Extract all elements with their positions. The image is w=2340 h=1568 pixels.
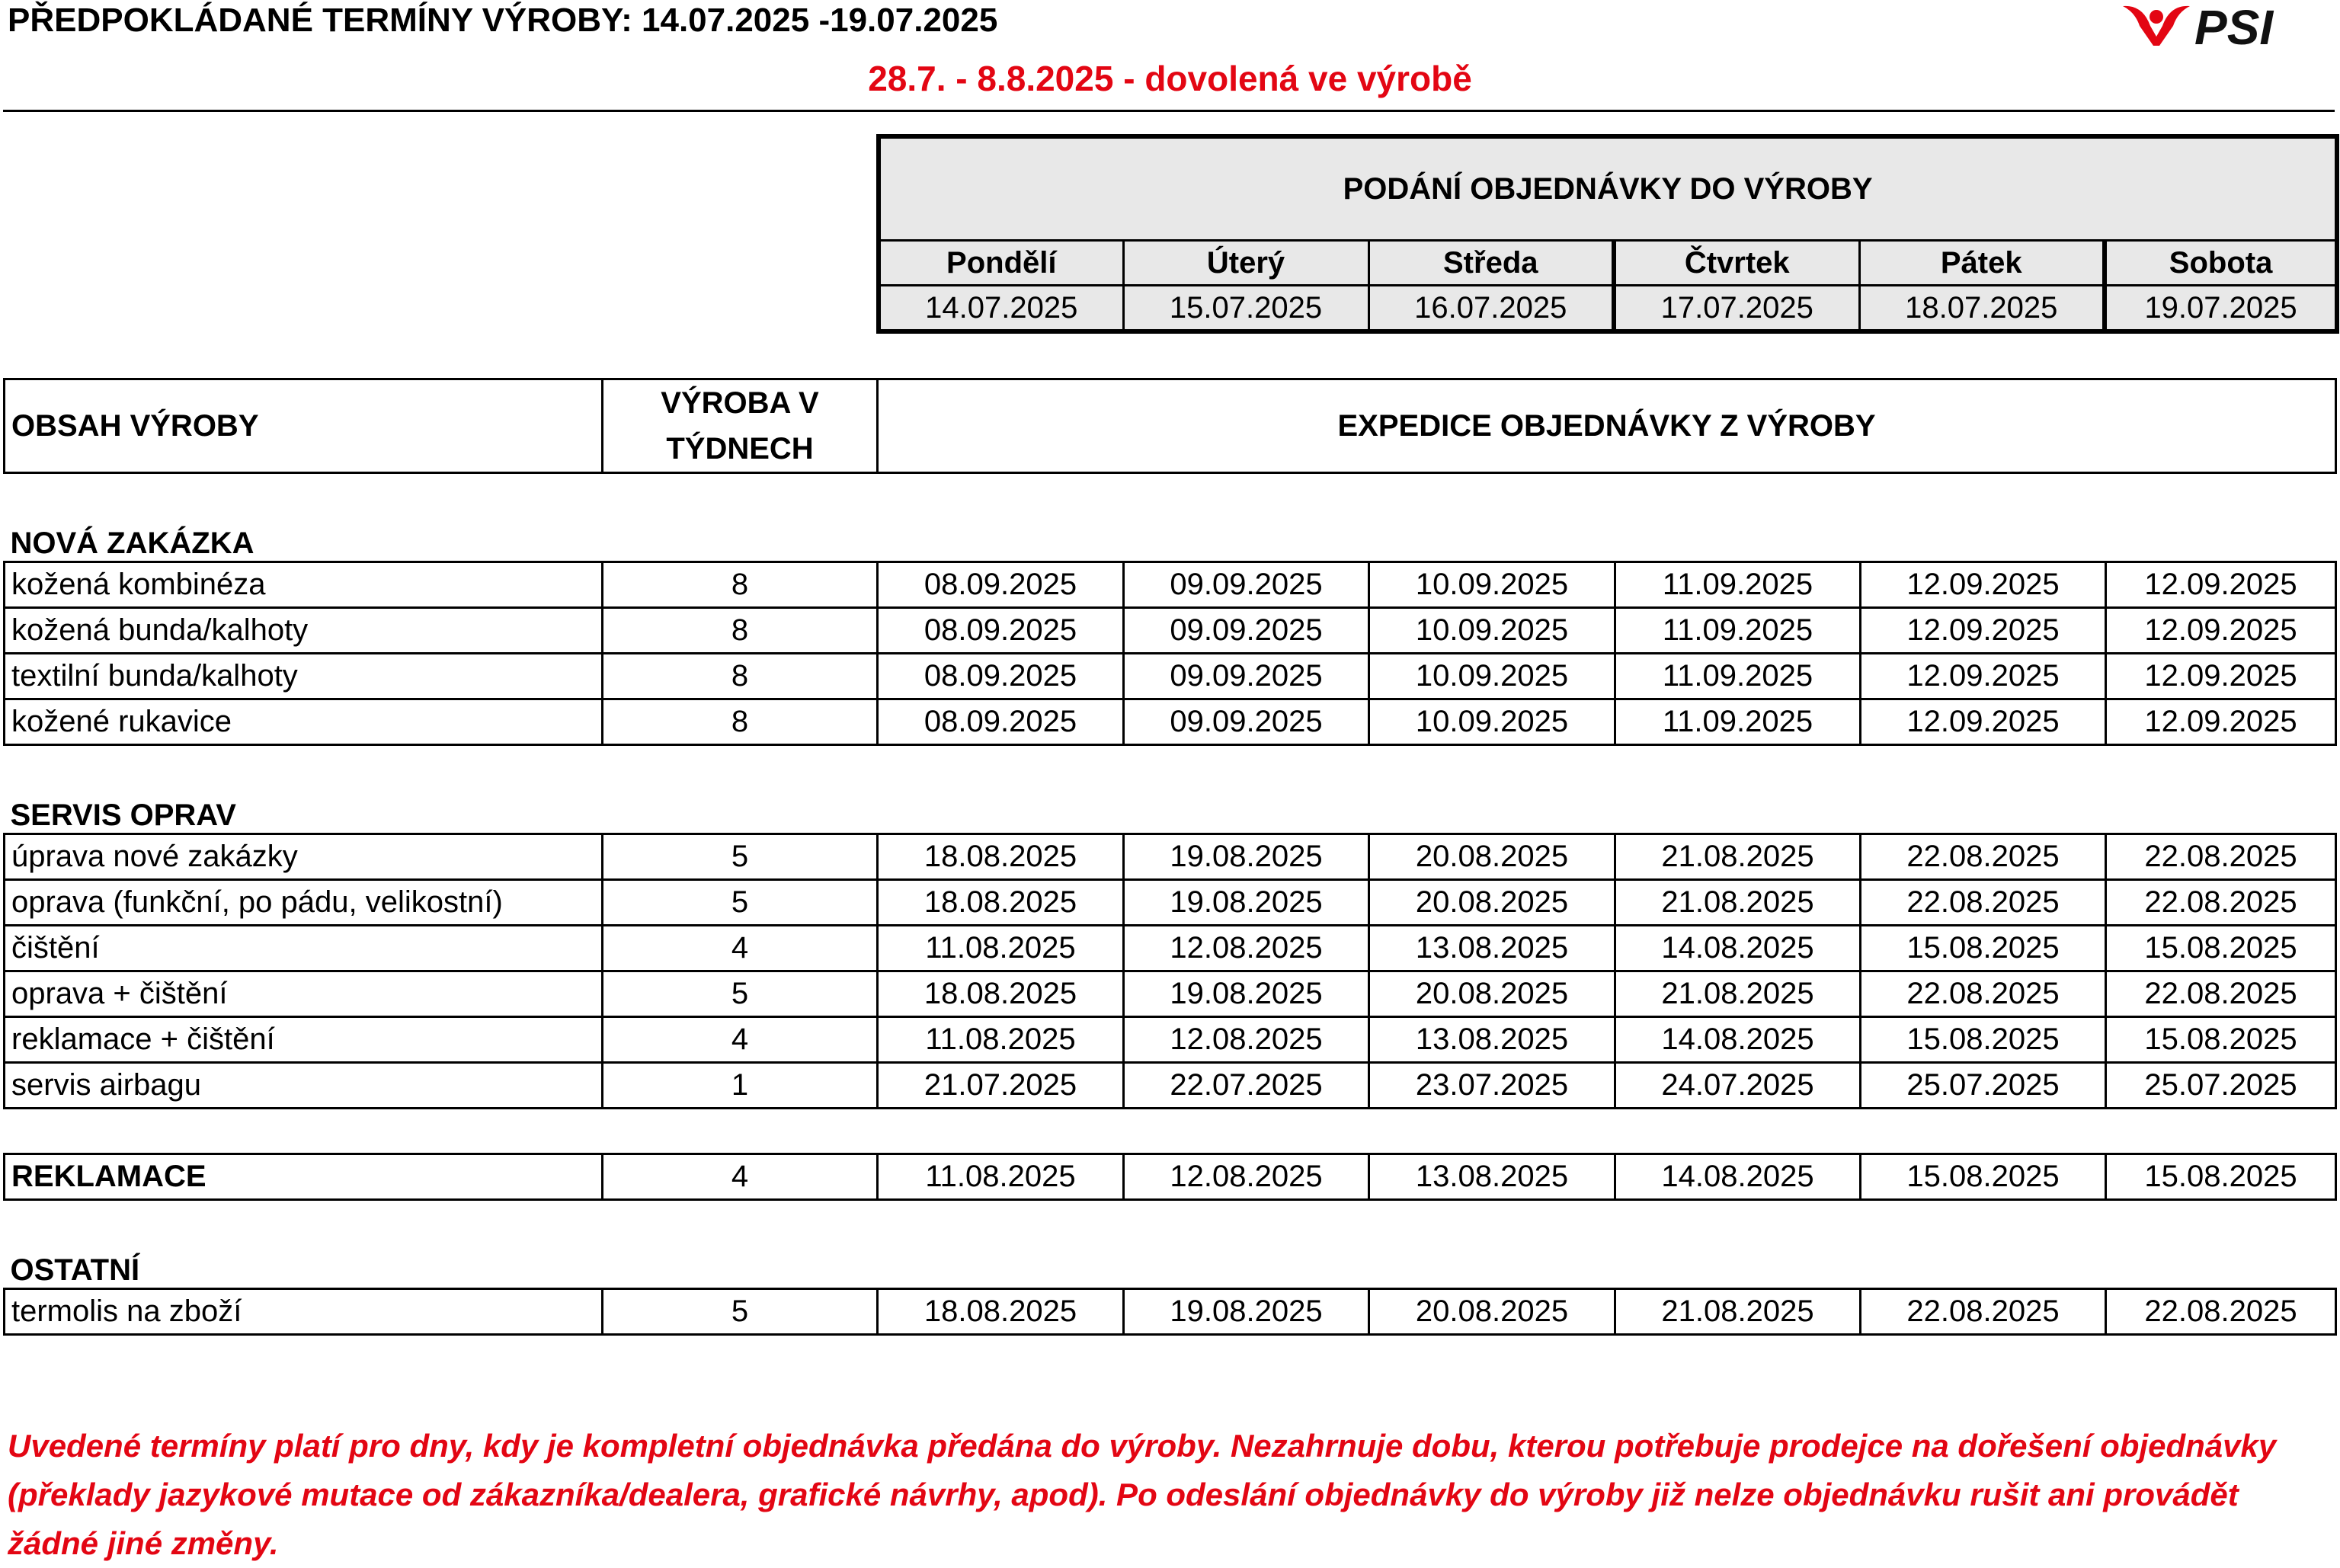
expedition-date: 21.08.2025 xyxy=(1615,971,1861,1017)
table-row xyxy=(5,562,2336,608)
item-name: oprava (funkční, po pádu, velikostní) xyxy=(5,880,603,926)
expedition-date: 15.08.2025 xyxy=(1861,926,2106,971)
expedition-date: 19.08.2025 xyxy=(1124,971,1369,1017)
expedition-date: 13.08.2025 xyxy=(1369,1017,1615,1063)
order-date-cell: 16.07.2025 xyxy=(1368,286,1614,332)
weekday-cell: Sobota xyxy=(2105,241,2337,286)
item-name: čištění xyxy=(5,926,603,971)
logo-text: PSI xyxy=(2194,0,2274,50)
expedition-date: 12.09.2025 xyxy=(1861,608,2106,654)
expedition-date: 11.08.2025 xyxy=(878,926,1124,971)
production-weeks: 5 xyxy=(603,834,878,880)
expedition-date: 22.08.2025 xyxy=(1861,971,2106,1017)
expedition-date: 09.09.2025 xyxy=(1124,699,1369,745)
production-weeks: 4 xyxy=(603,926,878,971)
weekday-cell: Pondělí xyxy=(879,241,1123,286)
expedition-date: 19.08.2025 xyxy=(1124,880,1369,926)
expedition-date: 09.09.2025 xyxy=(1124,608,1369,654)
expedition-date: 11.08.2025 xyxy=(878,1154,1124,1200)
expedition-date: 18.08.2025 xyxy=(878,1289,1124,1335)
expedition-date: 23.07.2025 xyxy=(1369,1063,1615,1109)
order-dates-row xyxy=(879,286,2337,332)
col-content-header: OBSAH VÝROBY xyxy=(5,379,603,473)
production-weeks: 5 xyxy=(603,1289,878,1335)
header-divider xyxy=(3,110,2335,112)
expedition-date: 12.08.2025 xyxy=(1124,926,1369,971)
expedition-date: 09.09.2025 xyxy=(1124,654,1369,699)
weekday-cell: Středa xyxy=(1368,241,1614,286)
production-weeks: 1 xyxy=(603,1063,878,1109)
order-submission-table xyxy=(876,134,2339,334)
spacer-row xyxy=(5,473,2336,518)
expedition-date: 12.08.2025 xyxy=(1124,1017,1369,1063)
vacation-notice: 28.7. - 8.8.2025 - dovolená ve výrobě xyxy=(868,59,1472,98)
weekday-cell: Čtvrtek xyxy=(1614,241,1859,286)
table-row xyxy=(5,880,2336,926)
item-name: servis airbagu xyxy=(5,1063,603,1109)
weekday-cell: Pátek xyxy=(1859,241,2105,286)
expedition-date: 24.07.2025 xyxy=(1615,1063,1861,1109)
expedition-date: 15.08.2025 xyxy=(1861,1017,2106,1063)
order-date-cell: 15.07.2025 xyxy=(1123,286,1368,332)
expedition-date: 12.09.2025 xyxy=(2106,562,2336,608)
schedule-header-row xyxy=(5,379,2336,473)
expedition-date: 20.08.2025 xyxy=(1369,1289,1615,1335)
expedition-date: 22.08.2025 xyxy=(2106,971,2336,1017)
expedition-date: 12.09.2025 xyxy=(1861,562,2106,608)
expedition-date: 12.09.2025 xyxy=(1861,699,2106,745)
expedition-date: 12.09.2025 xyxy=(2106,699,2336,745)
expedition-date: 21.08.2025 xyxy=(1615,834,1861,880)
expedition-date: 22.07.2025 xyxy=(1124,1063,1369,1109)
table-row xyxy=(5,1154,2336,1200)
weekday-row xyxy=(879,241,2337,286)
weekday-cell: Úterý xyxy=(1123,241,1368,286)
expedition-date: 10.09.2025 xyxy=(1369,562,1615,608)
expedition-date: 21.08.2025 xyxy=(1615,1289,1861,1335)
production-weeks: 8 xyxy=(603,654,878,699)
psi-logo xyxy=(2120,0,2335,50)
expedition-date: 11.09.2025 xyxy=(1615,562,1861,608)
expedition-date: 15.08.2025 xyxy=(2106,1154,2336,1200)
table-row xyxy=(5,926,2336,971)
item-name: kožená kombinéza xyxy=(5,562,603,608)
expedition-date: 08.09.2025 xyxy=(878,608,1124,654)
spacer-row xyxy=(5,745,2336,790)
expedition-date: 14.08.2025 xyxy=(1615,926,1861,971)
expedition-date: 15.08.2025 xyxy=(2106,1017,2336,1063)
expedition-date: 22.08.2025 xyxy=(2106,880,2336,926)
expedition-date: 15.08.2025 xyxy=(1861,1154,2106,1200)
section-title: SERVIS OPRAV xyxy=(10,798,236,832)
expedition-date: 21.08.2025 xyxy=(1615,880,1861,926)
col-expedition-header: EXPEDICE OBJEDNÁVKY Z VÝROBY xyxy=(878,379,2336,473)
expedition-date: 10.09.2025 xyxy=(1369,608,1615,654)
expedition-date: 14.08.2025 xyxy=(1615,1154,1861,1200)
expedition-date: 19.08.2025 xyxy=(1124,834,1369,880)
expedition-date: 13.08.2025 xyxy=(1369,1154,1615,1200)
expedition-date: 11.09.2025 xyxy=(1615,608,1861,654)
production-weeks: 4 xyxy=(603,1154,878,1200)
section-title: NOVÁ ZAKÁZKA xyxy=(10,526,254,560)
table-row xyxy=(5,971,2336,1017)
production-weeks: 8 xyxy=(603,699,878,745)
expedition-date: 12.09.2025 xyxy=(2106,608,2336,654)
section-row xyxy=(5,517,2336,562)
item-name: reklamace + čištění xyxy=(5,1017,603,1063)
expedition-date: 08.09.2025 xyxy=(878,562,1124,608)
expedition-date: 11.08.2025 xyxy=(878,1017,1124,1063)
item-name: textilní bunda/kalhoty xyxy=(5,654,603,699)
expedition-date: 11.09.2025 xyxy=(1615,699,1861,745)
expedition-date: 25.07.2025 xyxy=(2106,1063,2336,1109)
page-title: PŘEDPOKLÁDANÉ TERMÍNY VÝROBY: 14.07.2025 -19.07.2025 xyxy=(8,2,998,39)
section-title: OSTATNÍ xyxy=(10,1253,140,1287)
production-weeks: 5 xyxy=(603,971,878,1017)
table-row xyxy=(5,699,2336,745)
expedition-date: 18.08.2025 xyxy=(878,971,1124,1017)
item-name: úprava nové zakázky xyxy=(5,834,603,880)
expedition-date: 10.09.2025 xyxy=(1369,699,1615,745)
item-name: kožená bunda/kalhoty xyxy=(5,608,603,654)
spacer-row xyxy=(5,1109,2336,1154)
production-weeks: 5 xyxy=(603,880,878,926)
table-row xyxy=(5,834,2336,880)
expedition-date: 09.09.2025 xyxy=(1124,562,1369,608)
production-weeks: 8 xyxy=(603,562,878,608)
expedition-date: 18.08.2025 xyxy=(878,834,1124,880)
spacer-row xyxy=(5,1200,2336,1245)
item-name: kožené rukavice xyxy=(5,699,603,745)
section-row xyxy=(5,1244,2336,1289)
production-weeks: 4 xyxy=(603,1017,878,1063)
expedition-date: 22.08.2025 xyxy=(1861,834,2106,880)
table-row xyxy=(5,1017,2336,1063)
expedition-date: 21.07.2025 xyxy=(878,1063,1124,1109)
table-row xyxy=(5,654,2336,699)
order-date-cell: 19.07.2025 xyxy=(2105,286,2337,332)
expedition-date: 11.09.2025 xyxy=(1615,654,1861,699)
table-row xyxy=(5,1289,2336,1335)
expedition-date: 20.08.2025 xyxy=(1369,834,1615,880)
expedition-date: 13.08.2025 xyxy=(1369,926,1615,971)
expedition-date: 12.08.2025 xyxy=(1124,1154,1369,1200)
production-schedule-table xyxy=(3,378,2337,1336)
expedition-date: 15.08.2025 xyxy=(2106,926,2336,971)
item-name: REKLAMACE xyxy=(5,1154,603,1200)
order-date-cell: 18.07.2025 xyxy=(1859,286,2105,332)
expedition-date: 19.08.2025 xyxy=(1124,1289,1369,1335)
order-date-cell: 14.07.2025 xyxy=(879,286,1123,332)
item-name: oprava + čištění xyxy=(5,971,603,1017)
expedition-date: 20.08.2025 xyxy=(1369,971,1615,1017)
expedition-date: 08.09.2025 xyxy=(878,699,1124,745)
order-table-heading: PODÁNÍ OBJEDNÁVKY DO VÝROBY xyxy=(879,136,2337,241)
expedition-date: 14.08.2025 xyxy=(1615,1017,1861,1063)
expedition-date: 22.08.2025 xyxy=(2106,1289,2336,1335)
expedition-date: 22.08.2025 xyxy=(1861,880,2106,926)
expedition-date: 10.09.2025 xyxy=(1369,654,1615,699)
expedition-date: 20.08.2025 xyxy=(1369,880,1615,926)
col-weeks-header: VÝROBA V TÝDNECH xyxy=(603,379,878,473)
expedition-date: 12.09.2025 xyxy=(2106,654,2336,699)
disclaimer-note: Uvedené termíny platí pro dny, kdy je kompletní objednávka předána do výroby. Nezahrnuje dobu, kterou potřebuje prodejce na dořešení objednávky (překlady jazykové mutace od zákazníka/dealera, grafické návrhy, apod). Po odeslání objednávky do výroby již nelze objednávku rušit ani provádět žádné jiné změny. xyxy=(8,1428,2277,1561)
section-row xyxy=(5,789,2336,834)
order-date-cell: 17.07.2025 xyxy=(1614,286,1859,332)
expedition-date: 22.08.2025 xyxy=(2106,834,2336,880)
expedition-date: 25.07.2025 xyxy=(1861,1063,2106,1109)
expedition-date: 08.09.2025 xyxy=(878,654,1124,699)
item-name: termolis na zboží xyxy=(5,1289,603,1335)
table-row xyxy=(5,608,2336,654)
table-row xyxy=(5,1063,2336,1109)
expedition-date: 22.08.2025 xyxy=(1861,1289,2106,1335)
expedition-date: 12.09.2025 xyxy=(1861,654,2106,699)
production-weeks: 8 xyxy=(603,608,878,654)
expedition-date: 18.08.2025 xyxy=(878,880,1124,926)
